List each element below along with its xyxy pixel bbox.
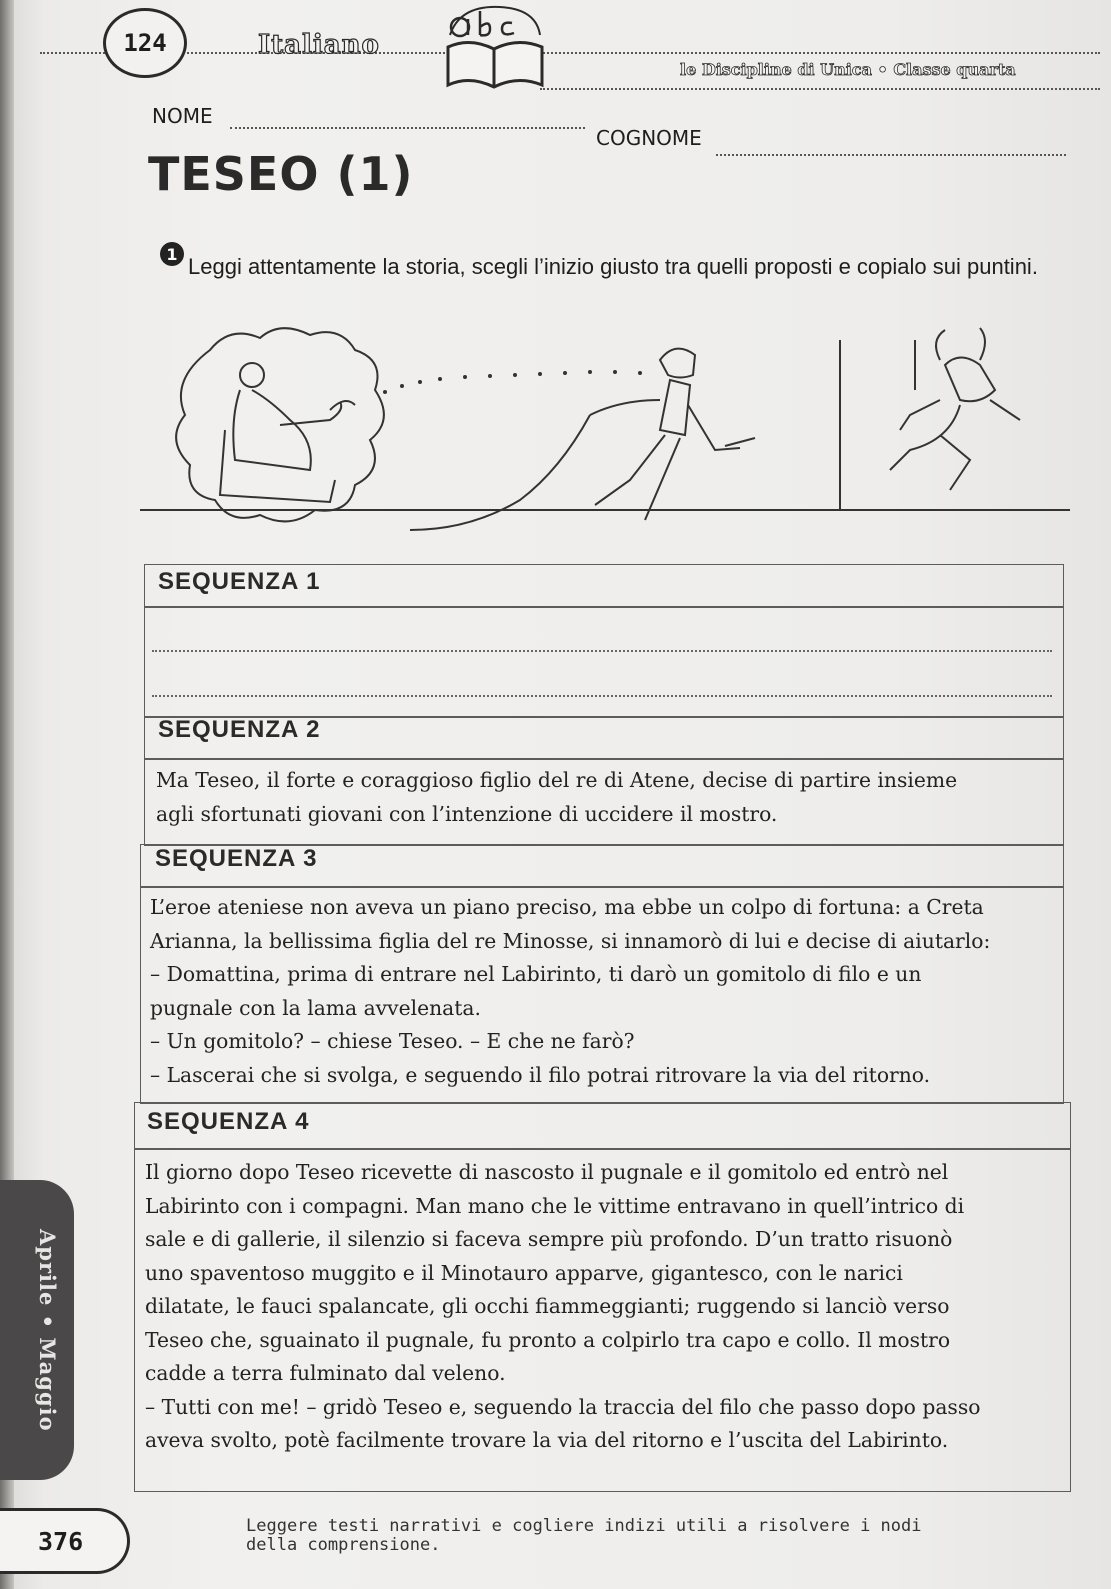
theseus-figure <box>410 349 755 530</box>
sequence-1-answer-line-1[interactable] <box>152 650 1052 652</box>
sequence-4-line: Teseo che, sguainato il pugnale, fu pronto a colpirlo tra capo e collo. Il mostro <box>145 1327 951 1352</box>
sequence-3-line: Arianna, la bellissima figlia del re Minosse, si innamorò di lui e decise di aiutarlo: <box>150 928 991 953</box>
nome-field[interactable] <box>230 127 585 129</box>
series-caption: le Discipline di Unica • Classe quarta <box>680 60 1016 79</box>
cognome-field[interactable] <box>716 154 1066 156</box>
instruction-number-icon: 1 <box>160 242 184 266</box>
page-title: TESEO (1) <box>148 147 414 201</box>
thread-dots <box>383 370 642 394</box>
footer-objective-line: Leggere testi narrativi e cogliere indizi utili a risolvere i nodi <box>246 1516 922 1536</box>
sequence-2-label: SEQUENZA 2 <box>158 716 321 743</box>
sequence-3-label: SEQUENZA 3 <box>155 845 318 872</box>
sequence-4-line: aveva svolto, potè facilmente trovare la via del ritorno e l’uscita del Labirinto. <box>145 1428 949 1452</box>
sequence-4-line: cadde a terra fulminato dal veleno. <box>145 1361 506 1385</box>
sequence-2-line: Ma Teseo, il forte e coraggioso figlio del re di Atene, decise di partire insieme <box>156 768 958 792</box>
minotaur-figure <box>890 328 1020 490</box>
sequence-3-line: L’eroe ateniese non aveva un piano preciso, ma ebbe un colpo di fortuna: a Creta <box>150 895 984 919</box>
sequence-3-line: – Un gomitolo? – chiese Teseo. – E che ne farò? <box>150 1029 635 1053</box>
sequence-4-line: Il giorno dopo Teseo ricevette di nascosto il pugnale e il gomitolo ed entrò nel <box>145 1160 949 1184</box>
sequence-4-line: Labirinto con i compagni. Man mano che le vittime entravano in quell’intrico di <box>145 1193 965 1218</box>
instruction-text: Leggi attentamente la storia, scegli l’inizio giusto tra quelli proposti e copialo sui puntini. <box>188 254 1038 279</box>
footer-page-number: 376 <box>0 1508 130 1574</box>
sequence-2-text <box>156 764 1056 831</box>
sequence-3-text <box>150 891 1056 1092</box>
footer-objective-line: della comprensione. <box>246 1535 441 1555</box>
header-dotted-rule <box>40 52 1100 54</box>
sequence-1-body-box <box>144 606 1064 718</box>
sequence-1-answer-line-2[interactable] <box>152 695 1052 697</box>
sequence-3-line: pugnale con la lama avvelenata. <box>150 995 481 1020</box>
sequence-4-line: sale e di gallerie, il silenzio si faceva sempre più profondo. D’un tratto risuonò <box>145 1227 953 1251</box>
sequence-2-line: agli sfortunati giovani con l’intenzione di uccidere il mostro. <box>156 801 778 826</box>
sequence-3-line: – Lascerai che si svolga, e seguendo il filo potrai ritrovare la via del ritorno. <box>150 1062 931 1087</box>
header-page-number: 124 <box>103 8 187 78</box>
thought-cloud-ariadne <box>176 328 384 521</box>
open-book-icon <box>440 5 550 93</box>
cognome-label: COGNOME <box>596 126 702 150</box>
sequence-4-label: SEQUENZA 4 <box>147 1108 310 1135</box>
nome-label: NOME <box>152 104 213 128</box>
subject-title: Italiano <box>258 30 380 60</box>
sequence-4-line: uno spaventoso muggito e il Minotauro apparve, gigantesco, con le narici <box>145 1260 903 1285</box>
header-dotted-rule-2 <box>540 88 1100 90</box>
sequence-4-line: dilatate, le fauci spalancate, gli occhi fiammeggianti; ruggendo si lanciò verso <box>145 1294 950 1318</box>
footer-objective <box>246 1517 946 1555</box>
sequence-1-label: SEQUENZA 1 <box>158 568 321 595</box>
sequence-4-text <box>145 1156 1063 1458</box>
story-illustration <box>140 320 1070 550</box>
month-side-label: Aprile • Maggio <box>35 1228 60 1432</box>
sequence-3-line: – Domattina, prima di entrare nel Labirinto, ti darò un gomitolo di filo e un <box>150 962 922 986</box>
sequence-4-line: – Tutti con me! – gridò Teseo e, seguendo la traccia del filo che passo dopo passo <box>145 1394 981 1419</box>
